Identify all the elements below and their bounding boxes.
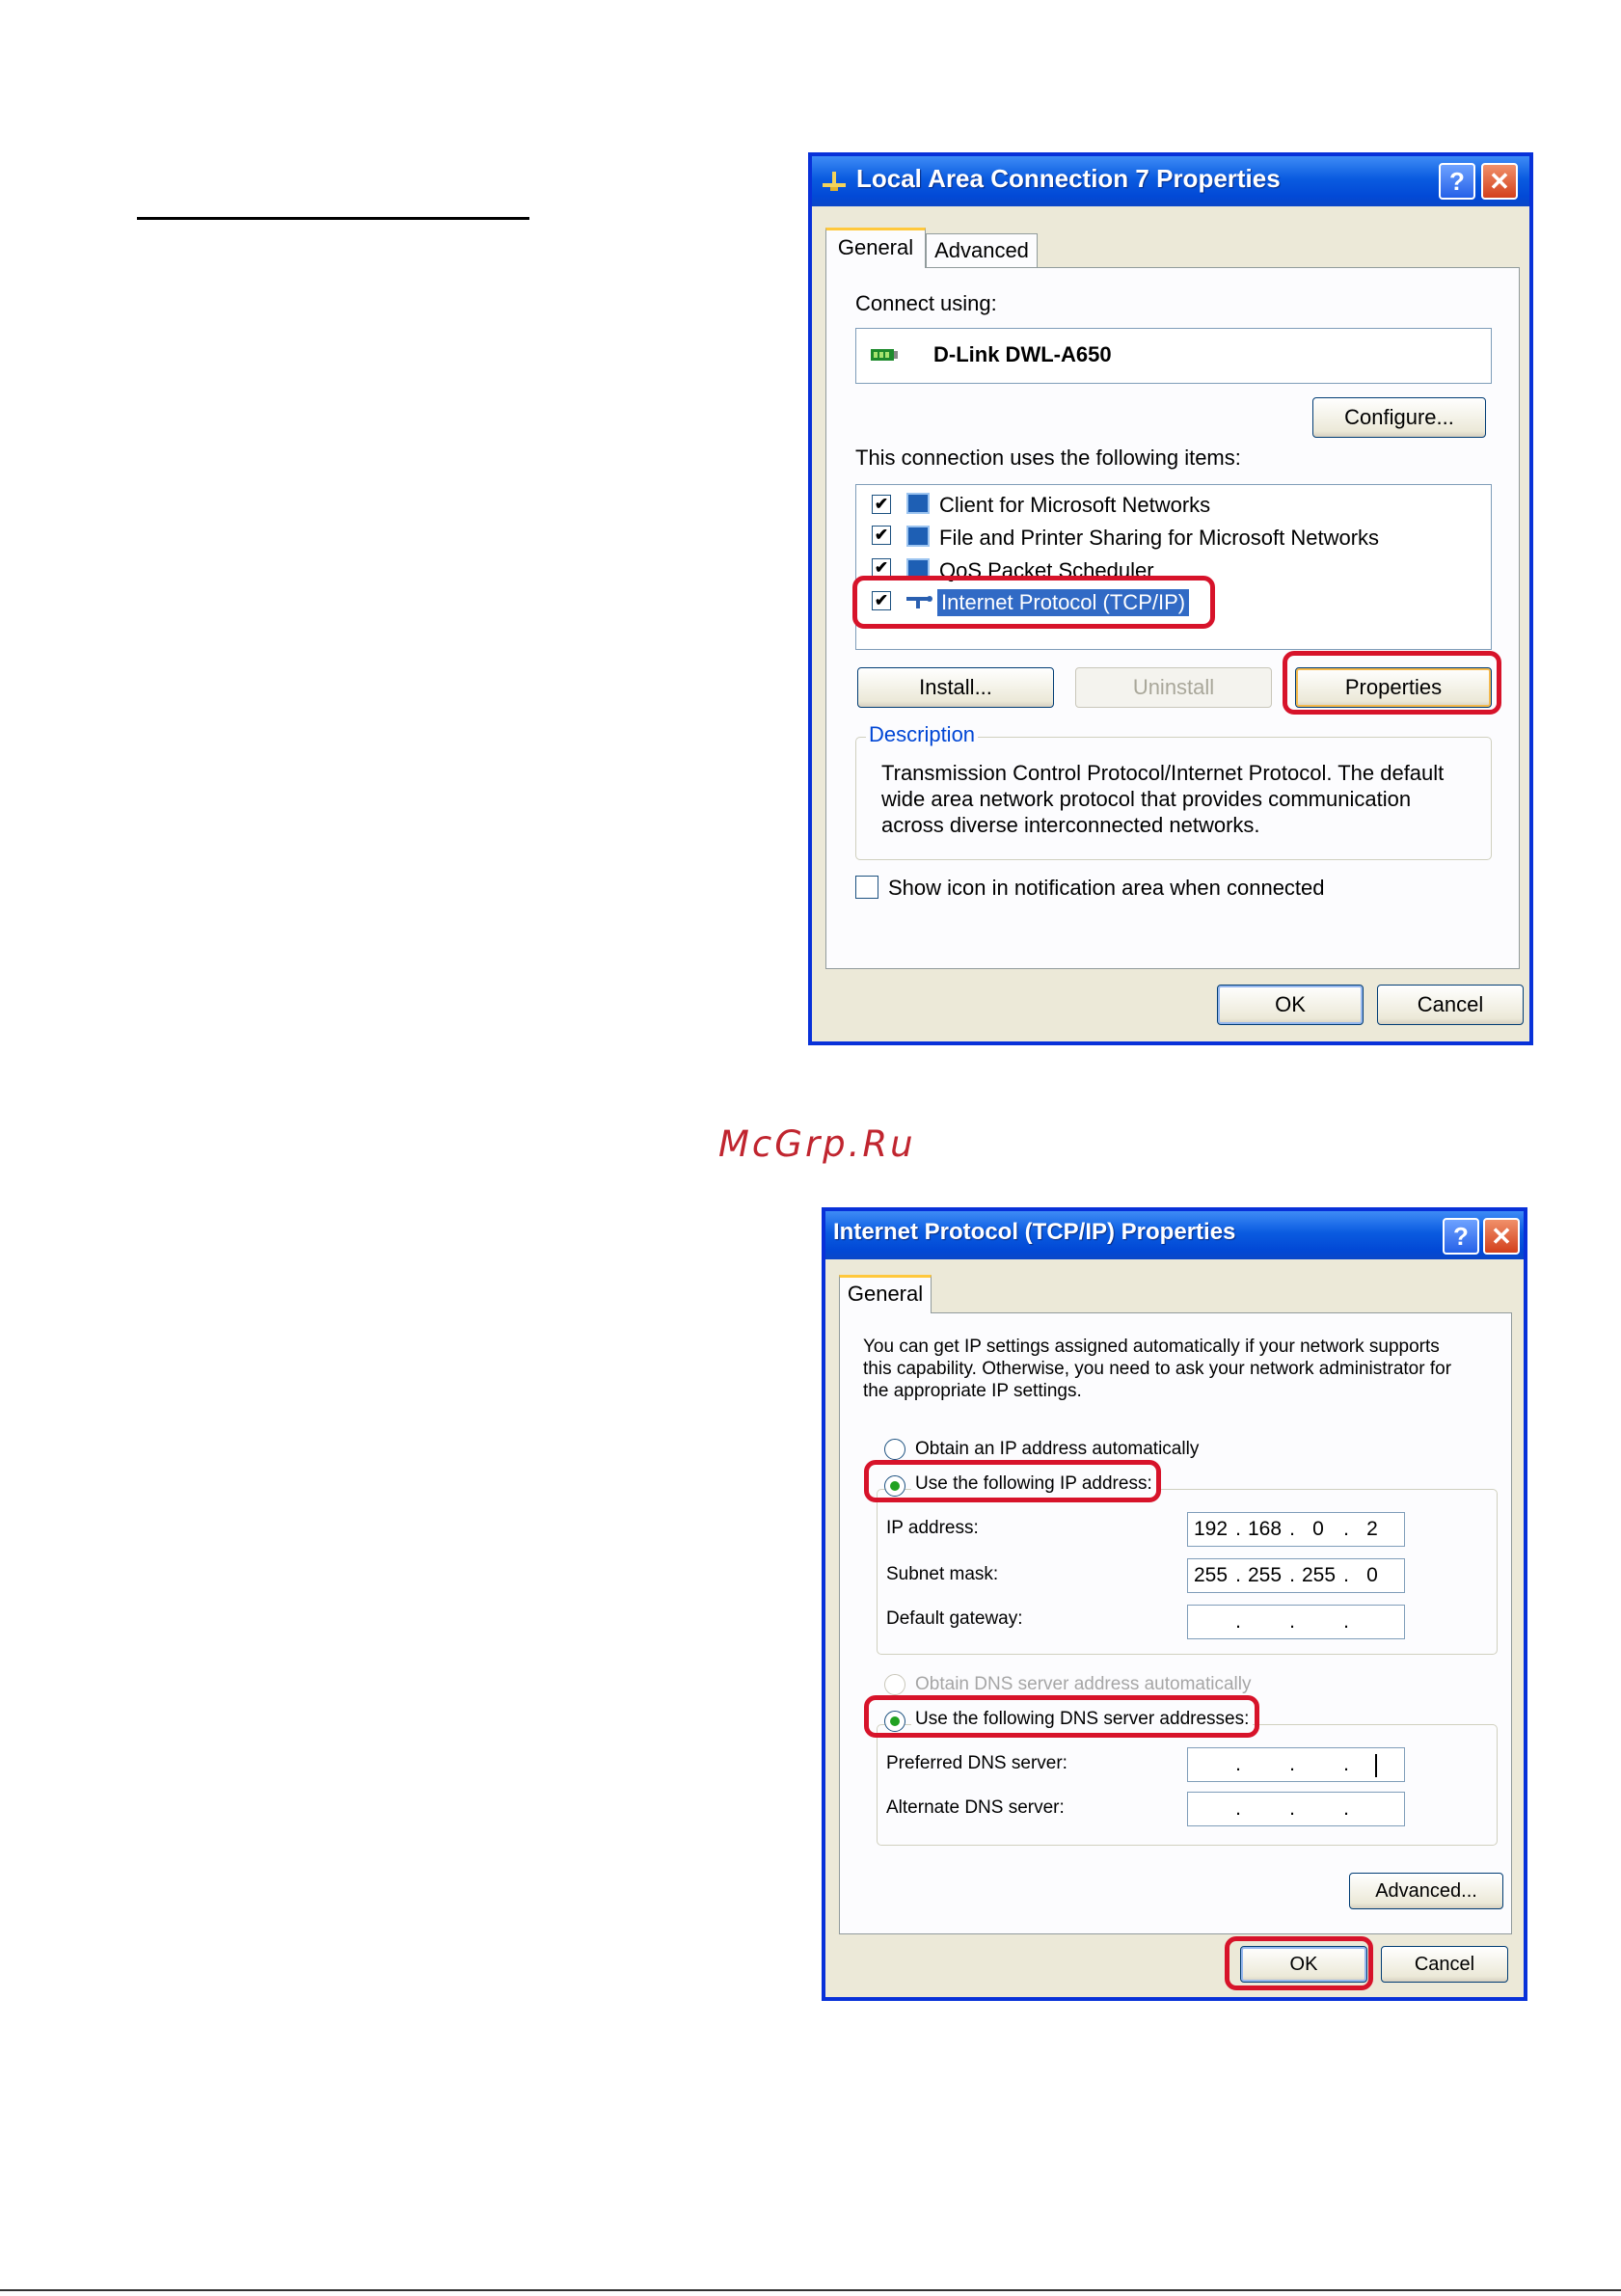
cancel-button[interactable]: Cancel	[1381, 1946, 1508, 1983]
ip-address-field[interactable]	[1187, 1512, 1405, 1547]
subnet-mask-field[interactable]	[1187, 1558, 1405, 1593]
advanced-button[interactable]: Advanced...	[1349, 1873, 1503, 1909]
tab-advanced[interactable]: Advanced	[926, 233, 1038, 269]
tab-general[interactable]: General	[839, 1275, 932, 1313]
ip-dot: .	[1289, 1518, 1295, 1540]
intro-line-1: You can get IP settings assigned automatically if your network supports	[863, 1337, 1440, 1357]
default-gateway-field[interactable]	[1187, 1605, 1405, 1639]
connect-using-label: Connect using:	[855, 291, 997, 315]
item-label: QoS Packet Scheduler	[939, 558, 1154, 582]
configure-button[interactable]: Configure...	[1312, 397, 1486, 438]
obtain-dns-label: Obtain DNS server address automatically	[915, 1674, 1252, 1694]
description-label: Description	[866, 722, 978, 747]
close-button[interactable]: ✕	[1483, 1218, 1520, 1255]
highlight-use-ip-radio	[864, 1460, 1161, 1502]
ip-dot: .	[1235, 1610, 1241, 1633]
item-checkbox[interactable]: ✔	[872, 558, 891, 578]
description-line-3: across diverse interconnected networks.	[881, 813, 1260, 837]
tcpip-properties-dialog	[822, 1207, 1527, 2001]
ip-dot: .	[1343, 1518, 1349, 1540]
ip-dot: .	[1343, 1610, 1349, 1633]
alternate-dns-field[interactable]	[1187, 1792, 1405, 1826]
highlight-use-dns-radio	[864, 1695, 1259, 1738]
list-item[interactable]	[856, 522, 1473, 553]
page-heading-rule	[137, 217, 529, 220]
use-dns-label: Use the following DNS server addresses:	[911, 1709, 1253, 1730]
ip-dot: .	[1343, 1797, 1349, 1820]
description-line-1: Transmission Control Protocol/Internet Protocol. The default	[881, 761, 1445, 785]
ip-address-label: IP address:	[886, 1518, 979, 1538]
title-bar[interactable]	[825, 1211, 1524, 1259]
ok-button[interactable]: OK	[1240, 1946, 1367, 1983]
ip-dot: .	[1343, 1564, 1349, 1586]
dns-settings-group	[877, 1724, 1498, 1846]
ip-octet: 255	[1248, 1564, 1283, 1586]
preferred-dns-label: Preferred DNS server:	[886, 1753, 1067, 1773]
use-ip-label: Use the following IP address:	[911, 1473, 1156, 1495]
obtain-ip-label: Obtain an IP address automatically	[915, 1439, 1200, 1459]
properties-button[interactable]: Properties	[1295, 667, 1492, 708]
list-item[interactable]	[856, 489, 1473, 520]
close-button[interactable]: ✕	[1481, 163, 1518, 200]
cancel-button[interactable]: Cancel	[1377, 985, 1524, 1025]
highlight-ok-button	[1225, 1936, 1373, 1990]
highlight-properties-button	[1283, 651, 1501, 715]
ip-octet: 192	[1194, 1518, 1229, 1540]
install-button[interactable]: Install...	[857, 667, 1054, 708]
intro-line-2: this capability. Otherwise, you need to ask your network administrator for	[863, 1359, 1452, 1379]
adapter-name: D-Link DWL-A650	[933, 342, 1112, 366]
intro-line-3: the appropriate IP settings.	[863, 1381, 1082, 1401]
ip-dot: .	[1235, 1753, 1241, 1775]
adapter-box	[855, 328, 1492, 384]
alternate-dns-label: Alternate DNS server:	[886, 1797, 1065, 1818]
highlight-tcpip-item	[852, 576, 1215, 629]
obtain-ip-radio[interactable]	[884, 1439, 905, 1460]
item-checkbox[interactable]: ✔	[872, 495, 891, 514]
ip-octet: 255	[1302, 1564, 1337, 1586]
file-printer-sharing-icon	[906, 526, 930, 547]
uninstall-button[interactable]: Uninstall	[1075, 667, 1272, 708]
ip-octet: 255	[1194, 1564, 1229, 1586]
page-footer-rule	[0, 2289, 1621, 2291]
subnet-mask-label: Subnet mask:	[886, 1564, 999, 1584]
item-label: File and Printer Sharing for Microsoft Networks	[939, 526, 1380, 550]
item-checkbox[interactable]: ✔	[872, 591, 891, 610]
default-gateway-label: Default gateway:	[886, 1608, 1023, 1629]
ip-dot: .	[1289, 1610, 1295, 1633]
item-checkbox[interactable]: ✔	[872, 526, 891, 545]
obtain-dns-radio[interactable]	[884, 1674, 905, 1695]
tab-general[interactable]: General	[825, 228, 926, 268]
network-connection-icon	[822, 170, 847, 193]
ip-octet: 168	[1248, 1518, 1283, 1540]
ip-dot: .	[1289, 1797, 1295, 1820]
ip-dot: .	[1343, 1753, 1349, 1775]
network-adapter-icon	[870, 346, 899, 365]
item-label-selected: Internet Protocol (TCP/IP)	[937, 589, 1189, 616]
description-group	[855, 722, 1492, 860]
help-button[interactable]: ?	[1439, 163, 1475, 200]
network-client-icon	[906, 493, 930, 514]
show-icon-checkbox[interactable]	[855, 876, 878, 899]
preferred-dns-field[interactable]	[1187, 1747, 1405, 1782]
item-label: Client for Microsoft Networks	[939, 493, 1211, 517]
watermark: McGrp.Ru	[718, 1123, 916, 1165]
ip-dot: .	[1235, 1564, 1241, 1586]
ip-dot: .	[1235, 1797, 1241, 1820]
ip-dot: .	[1235, 1518, 1241, 1540]
ip-dot: .	[1289, 1564, 1295, 1586]
ok-button[interactable]: OK	[1217, 985, 1364, 1025]
items-label: This connection uses the following items:	[855, 446, 1241, 470]
show-icon-label: Show icon in notification area when connected	[888, 876, 1325, 900]
window-title: Internet Protocol (TCP/IP) Properties	[833, 1219, 1236, 1245]
help-button[interactable]: ?	[1443, 1218, 1479, 1255]
title-bar[interactable]	[812, 156, 1529, 206]
ip-octet: 0	[1366, 1564, 1378, 1586]
ip-dot: .	[1289, 1753, 1295, 1775]
general-tab-panel	[839, 1312, 1512, 1934]
description-line-2: wide area network protocol that provides communication	[881, 787, 1412, 811]
text-cursor	[1375, 1754, 1377, 1777]
ip-octet: 0	[1312, 1518, 1324, 1540]
ip-octet: 2	[1366, 1518, 1378, 1540]
window-title: Local Area Connection 7 Properties	[856, 164, 1281, 193]
